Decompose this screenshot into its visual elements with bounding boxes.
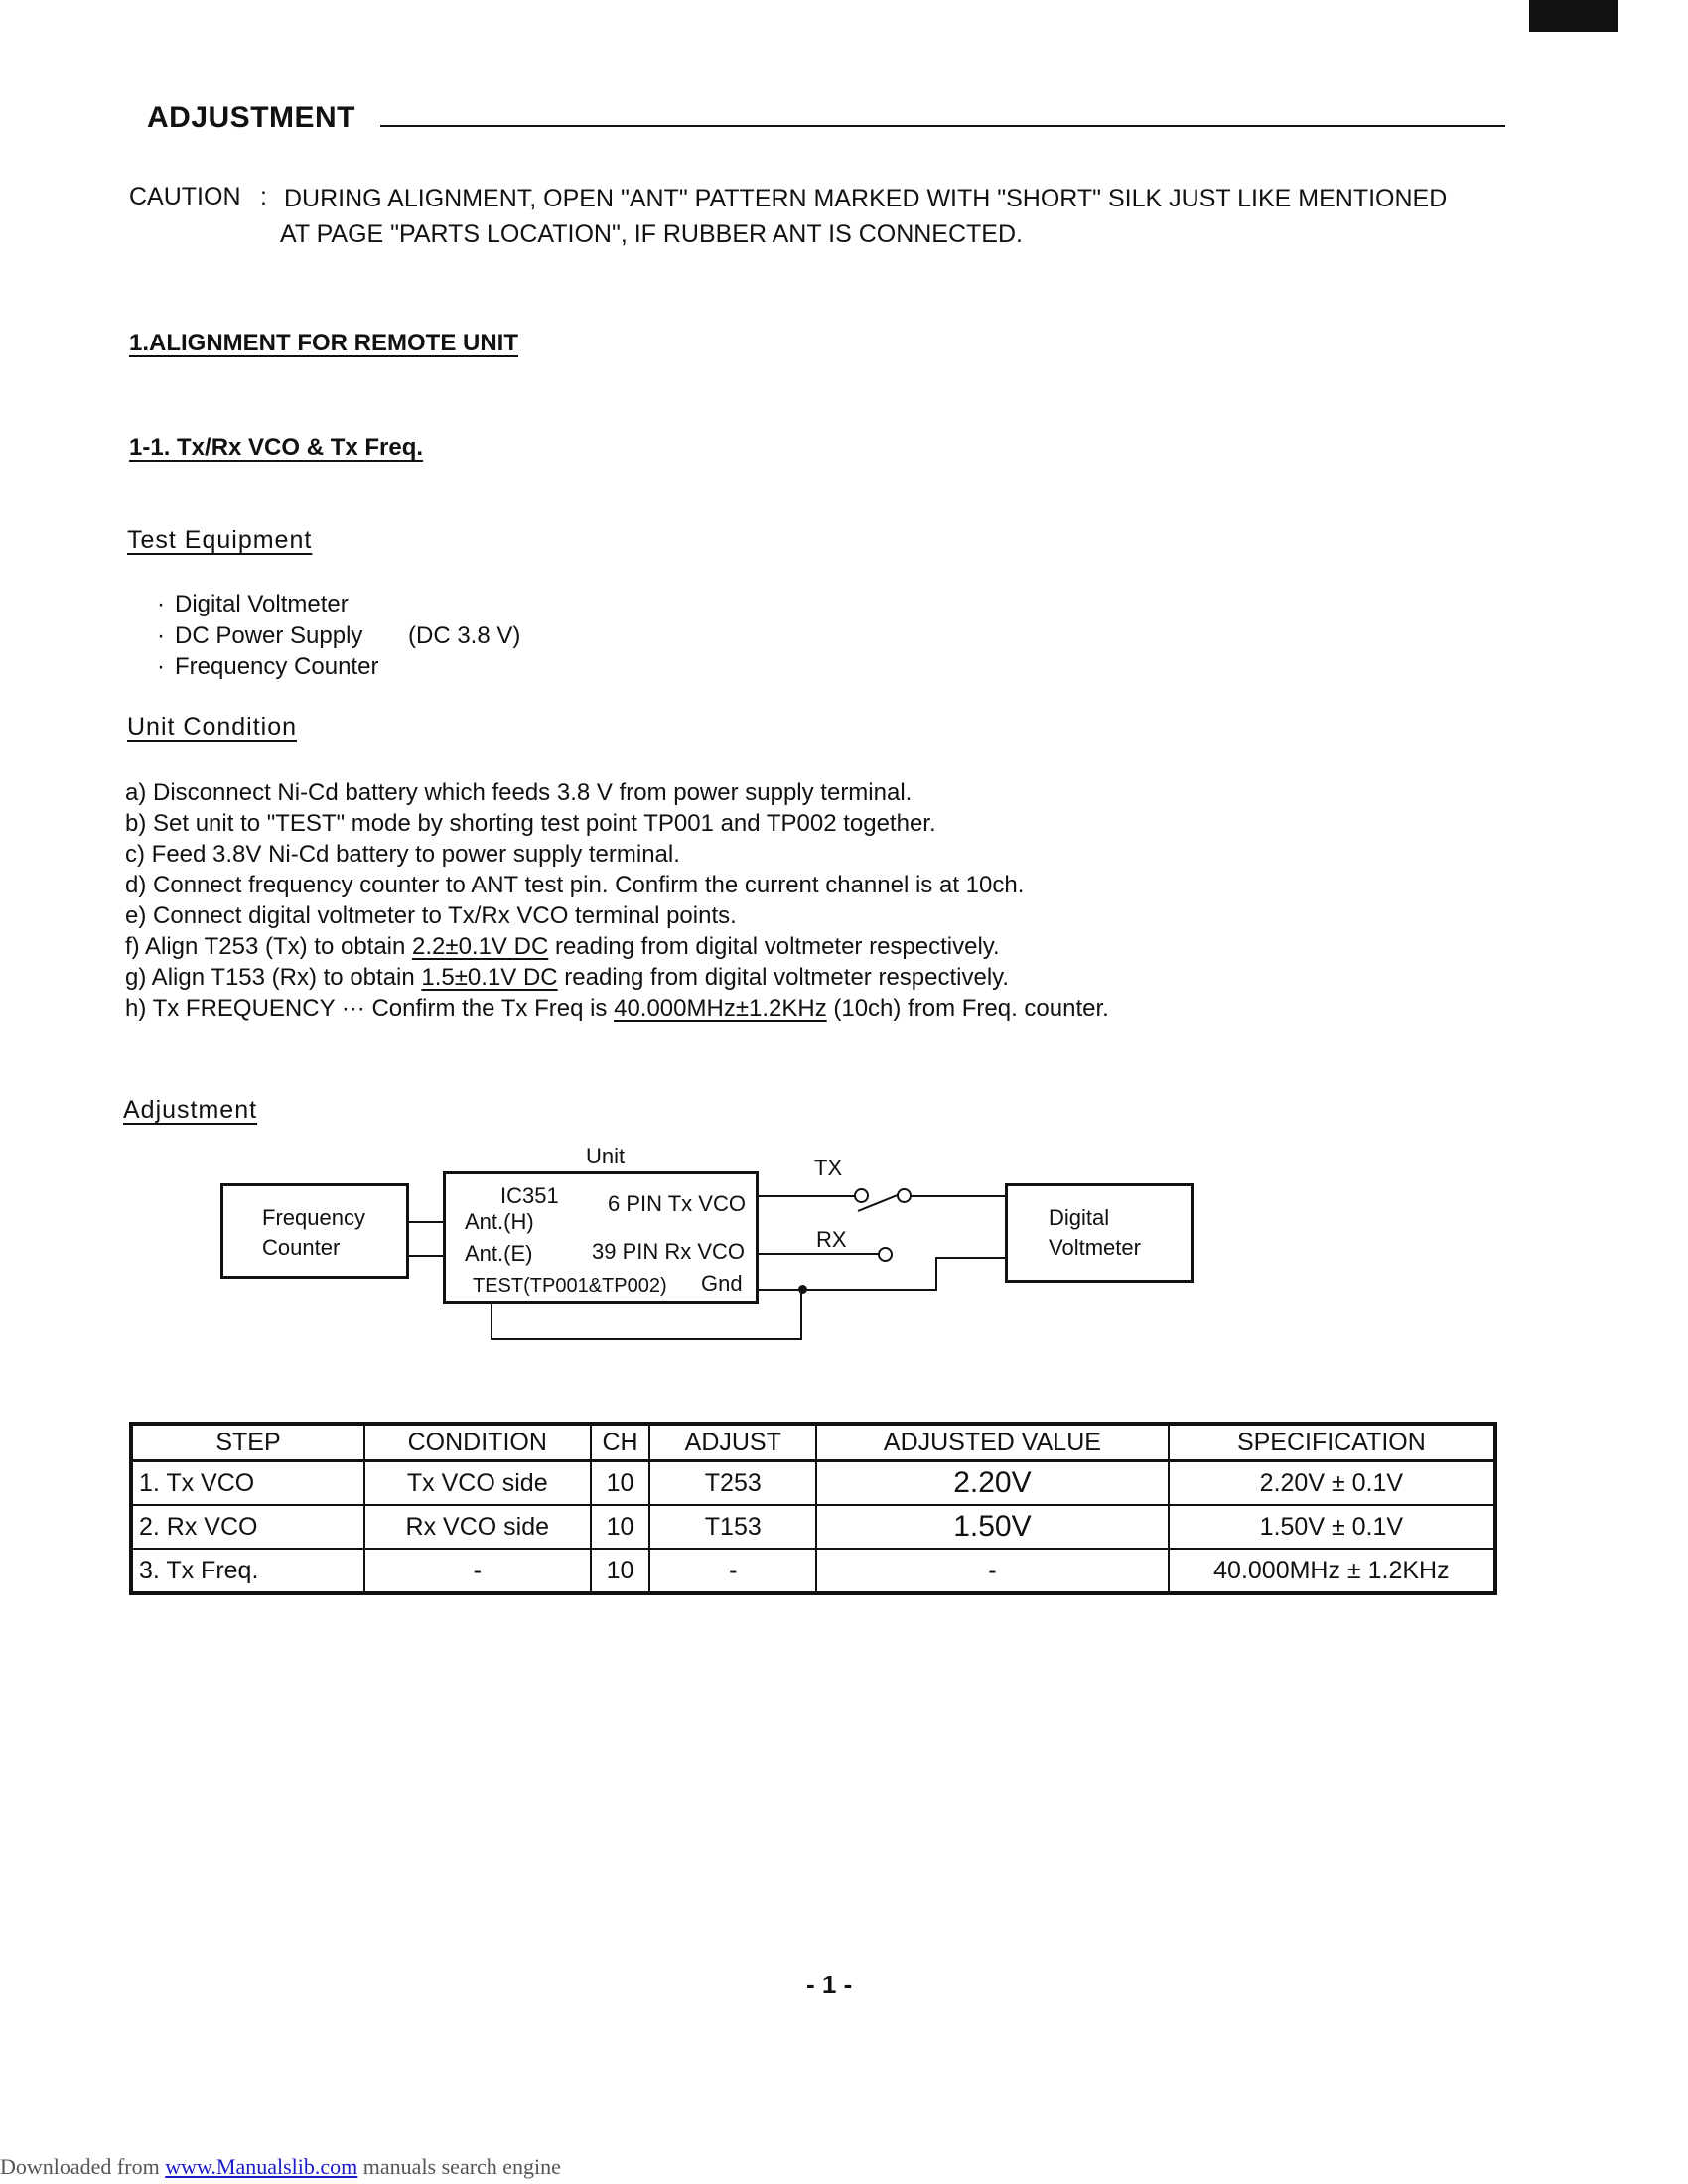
frequency-counter-box (220, 1183, 409, 1279)
equipment-item: · Frequency Counter (157, 653, 379, 680)
adjustment-table (129, 1422, 1497, 1595)
subsection-heading: 1-1. Tx/Rx VCO & Tx Freq. (129, 434, 424, 461)
table-row (131, 1549, 1495, 1593)
header-adjusted-value: ADJUSTED VALUE (816, 1424, 1169, 1461)
cell-adjust: T253 (649, 1461, 816, 1506)
wire-test-loop (800, 1289, 802, 1340)
wire-ant-e (409, 1255, 443, 1257)
test-point-label: TEST(TP001&TP002) (473, 1275, 667, 1297)
header-ch: CH (591, 1424, 650, 1461)
frequency-counter-label: Counter (262, 1235, 341, 1260)
table-header-row (131, 1424, 1495, 1461)
wire-rx (759, 1253, 880, 1255)
wire-gnd-riser (935, 1257, 937, 1291)
wire-gnd-to-voltmeter (935, 1257, 1007, 1259)
cell-specification: 1.50V ± 0.1V (1169, 1505, 1495, 1549)
rx-label: RX (816, 1227, 847, 1252)
corner-scan-mark (1529, 0, 1618, 32)
equipment-item: · DC Power Supply (157, 622, 363, 649)
wire-ant-h (409, 1221, 443, 1223)
cell-specification: 40.000MHz ± 1.2KHz (1169, 1549, 1495, 1593)
condition-step-c: c) Feed 3.8V Ni-Cd battery to power supply terminal. (125, 841, 680, 868)
rx-switch-contact (878, 1247, 893, 1262)
cell-adjusted-value: 1.50V (816, 1505, 1169, 1549)
cell-step: 2. Rx VCO (131, 1505, 364, 1549)
cell-step: 3. Tx Freq. (131, 1549, 364, 1593)
gnd-label: Gnd (701, 1271, 743, 1296)
pin-tx-label: 6 PIN Tx VCO (608, 1191, 746, 1216)
frequency-counter-label: Frequency (262, 1205, 365, 1230)
caution-line-2: AT PAGE "PARTS LOCATION", IF RUBBER ANT IS CONNECTED. (280, 220, 1023, 248)
cell-adjust: T153 (649, 1505, 816, 1549)
cell-step: 1. Tx VCO (131, 1461, 364, 1506)
table-row (131, 1461, 1495, 1506)
wire-test-loop (491, 1304, 492, 1340)
condition-step-b: b) Set unit to "TEST" mode by shorting test point TP001 and TP002 together. (125, 810, 936, 837)
caution-label: CAUTION (129, 183, 241, 210)
manualslib-link[interactable]: www.Manualslib.com (165, 2154, 358, 2179)
tx-label: TX (814, 1156, 843, 1180)
ic-label: IC351 (500, 1183, 559, 1208)
condition-step-h: h) Tx FREQUENCY ··· Confirm the Tx Freq is 40.000MHz±1.2KHz (10ch) from Freq. counter. (125, 995, 1109, 1022)
cell-adjust: - (649, 1549, 816, 1593)
ant-h-label: Ant.(H) (465, 1209, 534, 1234)
page-title: ADJUSTMENT (147, 101, 356, 134)
condition-step-e: e) Connect digital voltmeter to Tx/Rx VCO terminal points. (125, 902, 737, 929)
condition-step-a: a) Disconnect Ni-Cd battery which feeds 3.8 V from power supply terminal. (125, 779, 913, 806)
unit-condition-heading: Unit Condition (127, 713, 298, 741)
cell-condition: Tx VCO side (364, 1461, 591, 1506)
caution-colon: : (260, 183, 267, 210)
header-adjust: ADJUST (649, 1424, 816, 1461)
condition-step-d: d) Connect frequency counter to ANT test pin. Confirm the current channel is at 10ch. (125, 872, 1025, 898)
cell-condition: - (364, 1549, 591, 1593)
equipment-item: · Digital Voltmeter (157, 591, 349, 617)
title-rule (380, 125, 1505, 127)
header-step: STEP (131, 1424, 364, 1461)
power-supply-note: (DC 3.8 V) (408, 622, 521, 649)
header-specification: SPECIFICATION (1169, 1424, 1495, 1461)
page-number: - 1 - (806, 1970, 853, 1999)
cell-condition: Rx VCO side (364, 1505, 591, 1549)
table-row (131, 1505, 1495, 1549)
test-equipment-heading: Test Equipment (127, 526, 313, 554)
wire-test-loop (491, 1338, 802, 1340)
voltmeter-label: Voltmeter (1049, 1235, 1141, 1260)
cell-adjusted-value: - (816, 1549, 1169, 1593)
wire-to-voltmeter (911, 1195, 1006, 1197)
wire-tx (759, 1195, 856, 1197)
switch-common-contact (897, 1188, 912, 1203)
cell-specification: 2.20V ± 0.1V (1169, 1461, 1495, 1506)
pin-rx-label: 39 PIN Rx VCO (592, 1239, 746, 1264)
unit-label: Unit (586, 1144, 626, 1168)
cell-ch: 10 (591, 1461, 650, 1506)
cell-adjusted-value: 2.20V (816, 1461, 1169, 1506)
download-footer: Downloaded from www.Manualslib.com manuals search engine (0, 2154, 561, 2179)
ant-e-label: Ant.(E) (465, 1241, 533, 1266)
digital-voltmeter-box (1005, 1183, 1194, 1283)
cell-ch: 10 (591, 1549, 650, 1593)
wire-gnd (759, 1289, 937, 1291)
cell-ch: 10 (591, 1505, 650, 1549)
condition-step-g: g) Align T153 (Rx) to obtain 1.5±0.1V DC reading from digital voltmeter respectively. (125, 964, 1010, 991)
tx-switch-contact (854, 1188, 869, 1203)
header-condition: CONDITION (364, 1424, 591, 1461)
condition-step-f: f) Align T253 (Tx) to obtain 2.2±0.1V DC reading from digital voltmeter respectively. (125, 933, 1000, 960)
voltmeter-label: Digital (1049, 1205, 1110, 1230)
section-heading: 1.ALIGNMENT FOR REMOTE UNIT (129, 330, 518, 356)
caution-line-1: DURING ALIGNMENT, OPEN "ANT" PATTERN MARKED WITH "SHORT" SILK JUST LIKE MENTIONED (284, 185, 1448, 212)
adjustment-heading: Adjustment (123, 1096, 258, 1124)
